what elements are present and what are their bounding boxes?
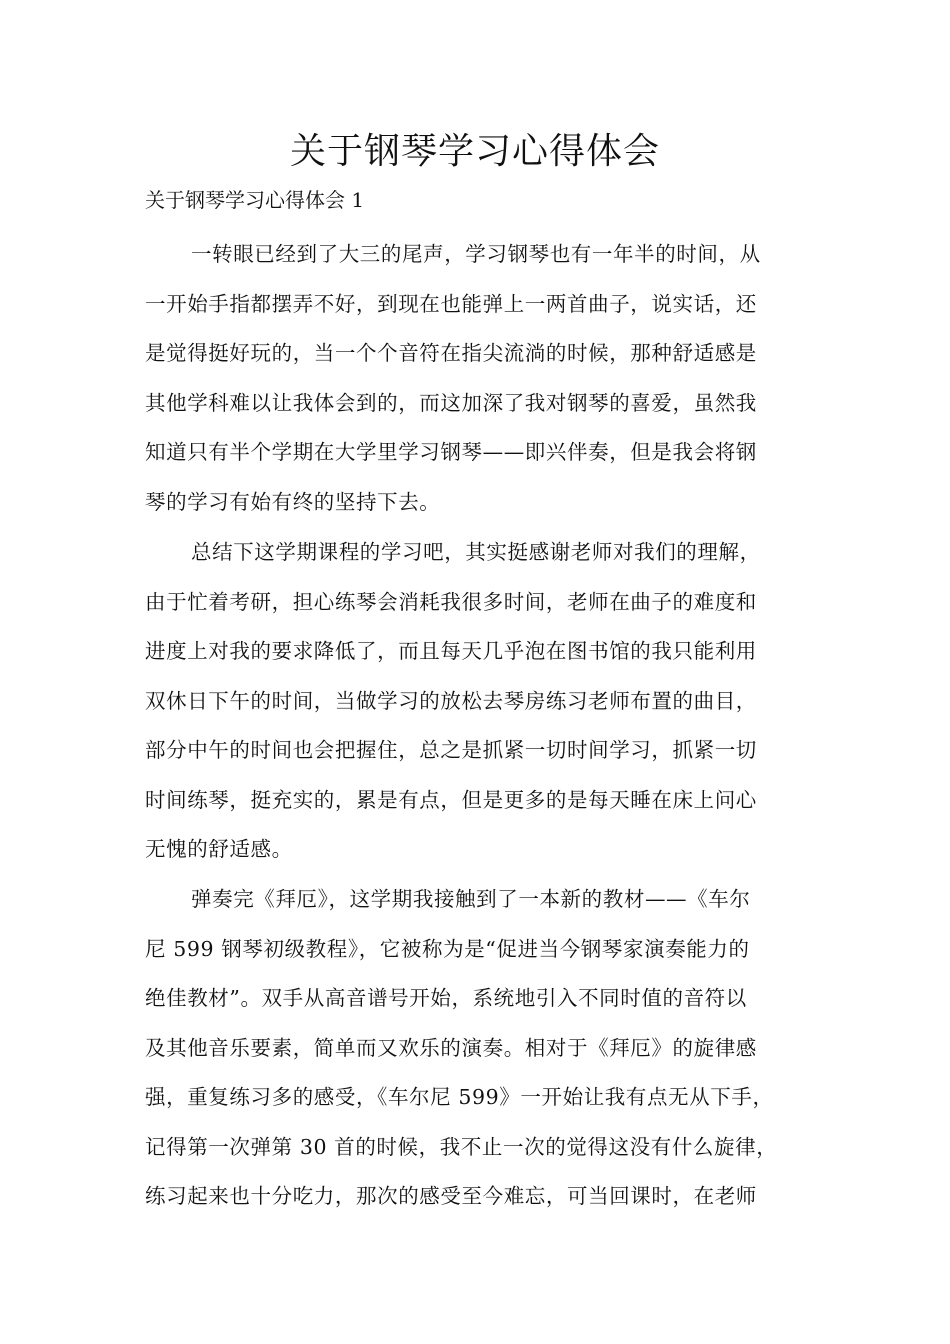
paragraph-3 — [145, 875, 835, 1222]
paragraph-line: 及其他音乐要素，简单而又欢乐的演奏。相对于《拜厄》的旋律感 — [145, 1035, 757, 1060]
paragraph-line: 弹奏完《拜厄》，这学期我接触到了一本新的教材——《车尔 — [191, 887, 751, 911]
paragraph-line: 绝佳教材”。双手从高音谱号开始，系统地引入不同时值的音符以 — [145, 986, 747, 1010]
paragraph-line: 记得第一次弹第 30 首的时候，我不止一次的觉得这没有什么旋律， — [145, 1134, 778, 1159]
document-title: 关于钢琴学习心得体会 — [289, 131, 660, 172]
paragraph-1 — [145, 230, 835, 527]
paragraph-line: 一开始手指都摆弄不好，到现在也能弹上一两首曲子，说实话，还 — [145, 291, 757, 316]
paragraph-line: 部分中午的时间也会把握住，总之是抓紧一切时间学习，抓紧一切 — [145, 738, 757, 762]
paragraph-line: 是觉得挺好玩的，当一个个音符在指尖流淌的时候，那种舒适感是 — [145, 341, 757, 365]
paragraph-line: 琴的学习有始有终的坚持下去。 — [145, 489, 441, 514]
paragraph-line: 无愧的舒适感。 — [145, 837, 293, 861]
paragraph-line: 时间练琴，挺充实的，累是有点，但是更多的是每天睡在床上问心 — [145, 787, 757, 812]
paragraph-line: 尼 599 钢琴初级教程》，它被称为是“促进当今钢琴家演奏能力的 — [145, 936, 750, 961]
paragraph-line: 练习起来也十分吃力，那次的感受至今难忘，可当回课时，在老师 — [145, 1184, 757, 1208]
paragraph-line: 一转眼已经到了大三的尾声，学习钢琴也有一年半的时间，从 — [191, 242, 761, 266]
paragraph-line: 强，重复练习多的感受，《车尔尼 599》一开始让我有点无从下手， — [145, 1085, 774, 1109]
paragraph-line: 其他学科难以让我体会到的，而这加深了我对钢琴的喜爱，虽然我 — [145, 390, 757, 415]
section-heading: 关于钢琴学习心得体会 1 — [145, 188, 365, 212]
paragraph-line: 进度上对我的要求降低了，而且每天几乎泡在图书馆的我只能利用 — [145, 639, 757, 663]
paragraph-line: 总结下这学期课程的学习吧，其实挺感谢老师对我们的理解， — [191, 540, 761, 564]
paragraph-line: 双休日下午的时间，当做学习的放松去琴房练习老师布置的曲目， — [145, 688, 757, 713]
paragraph-line: 知道只有半个学期在大学里学习钢琴——即兴伴奏，但是我会将钢 — [145, 440, 757, 464]
paragraph-2 — [145, 528, 835, 875]
paragraph-line: 由于忙着考研，担心练琴会消耗我很多时间，老师在曲子的难度和 — [145, 589, 757, 614]
